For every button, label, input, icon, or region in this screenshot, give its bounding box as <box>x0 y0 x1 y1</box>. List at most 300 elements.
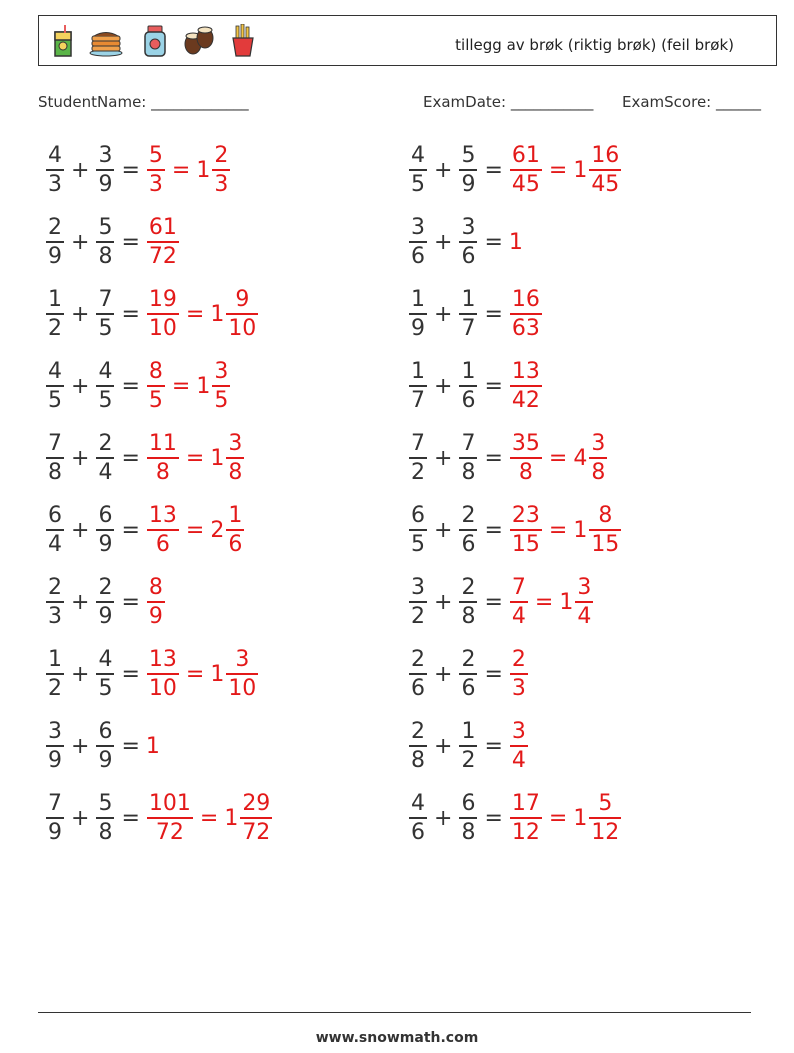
denominator: 6 <box>228 531 243 557</box>
numerator: 6 <box>98 719 113 745</box>
addend-fraction <box>46 502 64 558</box>
answer-whole: 1 <box>145 733 160 759</box>
denominator: 2 <box>48 675 62 701</box>
addend-fraction <box>409 214 427 270</box>
denominator: 42 <box>511 387 540 413</box>
equals-sign: = <box>185 661 205 687</box>
denominator: 8 <box>461 603 476 629</box>
numerator: 2 <box>461 575 476 601</box>
denominator: 6 <box>461 675 476 701</box>
answer-fraction <box>147 286 179 342</box>
denominator: 9 <box>461 171 476 197</box>
denominator: 45 <box>591 171 620 197</box>
denominator: 3 <box>148 171 163 197</box>
answer-fraction <box>147 430 179 486</box>
denominator: 8 <box>461 459 476 485</box>
plus-sign: + <box>434 229 453 255</box>
addend-fraction <box>96 790 114 846</box>
numerator: 6 <box>461 791 476 817</box>
footer-url: www.snowmath.com <box>315 1030 479 1046</box>
mixed-whole: 1 <box>196 157 211 183</box>
equals-sign: = <box>199 805 219 831</box>
numerator: 7 <box>411 431 425 457</box>
mixed-fraction <box>589 502 621 558</box>
numerator: 7 <box>48 791 62 817</box>
answer-whole: 1 <box>508 229 523 255</box>
addend-fraction <box>459 142 477 198</box>
numerator: 11 <box>148 431 177 457</box>
numerator: 7 <box>461 431 476 457</box>
mixed-whole: 1 <box>210 661 225 687</box>
answer-fraction <box>147 358 165 414</box>
addend-fraction <box>459 286 477 342</box>
denominator: 12 <box>511 819 540 845</box>
numerator: 3 <box>577 575 592 601</box>
denominator: 5 <box>98 387 113 413</box>
equals-sign: = <box>548 517 568 543</box>
addend-fraction <box>459 214 477 270</box>
addend-fraction <box>409 358 427 414</box>
addend-fraction <box>96 358 114 414</box>
numerator: 9 <box>235 287 250 313</box>
numerator: 19 <box>148 287 177 313</box>
denominator: 9 <box>148 603 163 629</box>
denominator: 9 <box>98 747 113 773</box>
addend-fraction <box>96 214 114 270</box>
equals-sign: = <box>121 661 140 687</box>
numerator: 2 <box>511 647 526 673</box>
numerator: 16 <box>591 143 620 169</box>
denominator: 10 <box>228 315 257 341</box>
plus-sign: + <box>71 661 90 687</box>
denominator: 4 <box>577 603 592 629</box>
numerator: 2 <box>461 647 476 673</box>
denominator: 8 <box>591 459 606 485</box>
addend-fraction <box>96 142 114 198</box>
equals-sign: = <box>484 805 503 831</box>
problem-row <box>408 572 594 632</box>
equals-sign: = <box>484 661 503 687</box>
problem-row <box>45 500 245 560</box>
denominator: 6 <box>411 819 425 845</box>
plus-sign: + <box>71 517 90 543</box>
denominator: 8 <box>98 243 113 269</box>
denominator: 8 <box>228 459 243 485</box>
denominator: 72 <box>148 243 177 269</box>
addend-fraction <box>409 286 427 342</box>
addend-fraction <box>96 430 114 486</box>
problem-row <box>408 356 543 416</box>
denominator: 5 <box>148 387 163 413</box>
answer-fraction <box>147 142 165 198</box>
numerator: 7 <box>98 287 113 313</box>
equals-sign: = <box>121 589 140 615</box>
equals-sign: = <box>121 733 140 759</box>
numerator: 4 <box>411 791 425 817</box>
numerator: 8 <box>148 575 163 601</box>
denominator: 5 <box>411 531 425 557</box>
problem-row <box>408 644 529 704</box>
denominator: 5 <box>48 387 62 413</box>
answer-fraction <box>510 790 542 846</box>
addend-fraction <box>459 502 477 558</box>
problem-row <box>408 716 529 776</box>
addend-fraction <box>409 718 427 774</box>
exam-date-field: ExamDate: ___________ <box>423 93 594 111</box>
numerator: 4 <box>98 359 113 385</box>
denominator: 9 <box>48 819 62 845</box>
numerator: 7 <box>511 575 526 601</box>
addend-fraction <box>46 358 64 414</box>
equals-sign: = <box>121 805 140 831</box>
numerator: 1 <box>411 287 425 313</box>
denominator: 7 <box>461 315 476 341</box>
plus-sign: + <box>71 373 90 399</box>
answer-fraction <box>510 646 528 702</box>
equals-sign: = <box>534 589 554 615</box>
denominator: 3 <box>48 603 62 629</box>
denominator: 5 <box>214 387 229 413</box>
denominator: 4 <box>511 603 526 629</box>
plus-sign: + <box>71 733 90 759</box>
numerator: 5 <box>148 143 163 169</box>
denominator: 15 <box>511 531 540 557</box>
equals-sign: = <box>484 373 503 399</box>
numerator: 7 <box>48 431 62 457</box>
addend-fraction <box>96 286 114 342</box>
denominator: 10 <box>148 675 177 701</box>
equals-sign: = <box>121 301 140 327</box>
equals-sign: = <box>548 805 568 831</box>
addend-fraction <box>96 646 114 702</box>
equals-sign: = <box>171 373 191 399</box>
answer-fraction <box>147 214 179 270</box>
addend-fraction <box>96 574 114 630</box>
numerator: 2 <box>214 143 229 169</box>
numerator: 3 <box>48 719 62 745</box>
denominator: 3 <box>48 171 62 197</box>
denominator: 4 <box>511 747 526 773</box>
numerator: 4 <box>48 143 62 169</box>
denominator: 10 <box>148 315 177 341</box>
addend-fraction <box>46 142 64 198</box>
plus-sign: + <box>434 445 453 471</box>
denominator: 7 <box>411 387 425 413</box>
equals-sign: = <box>548 445 568 471</box>
problem-row <box>45 212 180 272</box>
addend-fraction <box>459 574 477 630</box>
plus-sign: + <box>434 301 453 327</box>
answer-fraction <box>510 142 542 198</box>
denominator: 15 <box>591 531 620 557</box>
plus-sign: + <box>71 229 90 255</box>
problem-row <box>408 212 523 272</box>
numerator: 2 <box>411 647 425 673</box>
denominator: 4 <box>48 531 62 557</box>
mixed-whole: 4 <box>573 445 588 471</box>
problem-row <box>45 788 273 848</box>
equals-sign: = <box>185 301 205 327</box>
french-fries-icon <box>229 24 257 58</box>
equals-sign: = <box>121 445 140 471</box>
equals-sign: = <box>484 517 503 543</box>
plus-sign: + <box>434 733 453 759</box>
mixed-whole: 1 <box>559 589 574 615</box>
numerator: 2 <box>411 719 425 745</box>
denominator: 8 <box>411 747 425 773</box>
addend-fraction <box>96 718 114 774</box>
numerator: 3 <box>411 215 425 241</box>
addend-fraction <box>46 646 64 702</box>
problem-row <box>45 572 166 632</box>
pancakes-icon <box>89 24 123 58</box>
addend-fraction <box>96 502 114 558</box>
equals-sign: = <box>185 445 205 471</box>
equals-sign: = <box>484 229 503 255</box>
jam-jar-icon <box>141 24 169 58</box>
denominator: 9 <box>411 315 425 341</box>
answer-fraction <box>510 718 528 774</box>
mixed-whole: 1 <box>210 301 225 327</box>
denominator: 8 <box>461 819 476 845</box>
denominator: 2 <box>461 747 476 773</box>
mixed-fraction <box>226 502 244 558</box>
addend-fraction <box>46 790 64 846</box>
numerator: 3 <box>411 575 425 601</box>
denominator: 9 <box>98 171 113 197</box>
addend-fraction <box>459 358 477 414</box>
addend-fraction <box>46 718 64 774</box>
mixed-fraction <box>226 430 244 486</box>
numerator: 1 <box>461 719 476 745</box>
addend-fraction <box>409 502 427 558</box>
numerator: 4 <box>411 143 425 169</box>
equals-sign: = <box>484 589 503 615</box>
numerator: 3 <box>214 359 229 385</box>
numerator: 61 <box>511 143 540 169</box>
plus-sign: + <box>434 589 453 615</box>
equals-sign: = <box>484 157 503 183</box>
numerator: 3 <box>461 215 476 241</box>
denominator: 10 <box>228 675 257 701</box>
plus-sign: + <box>71 445 90 471</box>
mixed-whole: 1 <box>573 805 588 831</box>
addend-fraction <box>46 214 64 270</box>
numerator: 13 <box>511 359 540 385</box>
mixed-whole: 1 <box>210 445 225 471</box>
juice-box-icon <box>49 24 77 58</box>
mixed-fraction <box>212 358 230 414</box>
denominator: 9 <box>48 243 62 269</box>
problem-row <box>45 644 259 704</box>
mixed-whole: 1 <box>196 373 211 399</box>
answer-fraction <box>510 358 542 414</box>
mixed-whole: 1 <box>573 517 588 543</box>
plus-sign: + <box>71 301 90 327</box>
numerator: 1 <box>48 287 62 313</box>
numerator: 1 <box>228 503 243 529</box>
addend-fraction <box>409 790 427 846</box>
denominator: 6 <box>461 387 476 413</box>
mixed-fraction <box>589 430 607 486</box>
addend-fraction <box>459 430 477 486</box>
mixed-fraction <box>226 646 258 702</box>
problem-row <box>408 788 622 848</box>
denominator: 63 <box>511 315 540 341</box>
equals-sign: = <box>548 157 568 183</box>
numerator: 2 <box>48 575 62 601</box>
answer-fraction <box>147 502 179 558</box>
numerator: 2 <box>48 215 62 241</box>
numerator: 4 <box>48 359 62 385</box>
denominator: 9 <box>48 747 62 773</box>
problem-row <box>408 428 608 488</box>
equals-sign: = <box>484 301 503 327</box>
plus-sign: + <box>434 661 453 687</box>
problem-row <box>45 356 231 416</box>
answer-fraction <box>147 790 193 846</box>
numerator: 5 <box>598 791 613 817</box>
answer-fraction <box>147 574 165 630</box>
denominator: 45 <box>511 171 540 197</box>
worksheet-title: tillegg av brøk (riktig brøk) (feil brøk) <box>455 36 734 54</box>
plus-sign: + <box>71 157 90 183</box>
mixed-whole: 1 <box>573 157 588 183</box>
numerator: 3 <box>511 719 526 745</box>
problem-row <box>408 140 622 200</box>
numerator: 2 <box>98 575 113 601</box>
addend-fraction <box>409 646 427 702</box>
problem-row <box>45 284 259 344</box>
equals-sign: = <box>484 733 503 759</box>
denominator: 6 <box>155 531 170 557</box>
denominator: 4 <box>98 459 113 485</box>
header-box <box>38 15 777 66</box>
mixed-fraction <box>240 790 272 846</box>
denominator: 3 <box>511 675 526 701</box>
mixed-fraction <box>226 286 258 342</box>
numerator: 8 <box>148 359 163 385</box>
denominator: 8 <box>518 459 533 485</box>
numerator: 1 <box>461 359 476 385</box>
mixed-fraction <box>212 142 230 198</box>
numerator: 8 <box>598 503 613 529</box>
answer-fraction <box>147 646 179 702</box>
sushi-rolls-icon <box>183 24 215 58</box>
addend-fraction <box>409 142 427 198</box>
numerator: 101 <box>148 791 191 817</box>
equals-sign: = <box>484 445 503 471</box>
numerator: 16 <box>511 287 540 313</box>
mixed-fraction <box>589 142 621 198</box>
answer-fraction <box>510 574 528 630</box>
addend-fraction <box>46 430 64 486</box>
addend-fraction <box>459 718 477 774</box>
numerator: 1 <box>461 287 476 313</box>
equals-sign: = <box>171 157 191 183</box>
denominator: 9 <box>98 603 113 629</box>
equals-sign: = <box>121 373 140 399</box>
denominator: 8 <box>48 459 62 485</box>
problem-row <box>45 716 160 776</box>
denominator: 12 <box>591 819 620 845</box>
addend-fraction <box>459 646 477 702</box>
denominator: 3 <box>214 171 229 197</box>
denominator: 2 <box>411 603 425 629</box>
numerator: 1 <box>411 359 425 385</box>
plus-sign: + <box>71 589 90 615</box>
problem-row <box>408 284 543 344</box>
numerator: 2 <box>98 431 113 457</box>
numerator: 5 <box>461 143 476 169</box>
plus-sign: + <box>434 373 453 399</box>
exam-score-field: ExamScore: ______ <box>622 93 761 111</box>
numerator: 17 <box>511 791 540 817</box>
denominator: 5 <box>98 315 113 341</box>
numerator: 5 <box>98 791 113 817</box>
mixed-fraction <box>589 790 621 846</box>
plus-sign: + <box>434 805 453 831</box>
numerator: 6 <box>48 503 62 529</box>
numerator: 1 <box>48 647 62 673</box>
denominator: 6 <box>411 675 425 701</box>
mixed-whole: 2 <box>210 517 225 543</box>
mixed-whole: 1 <box>224 805 239 831</box>
numerator: 13 <box>148 503 177 529</box>
equals-sign: = <box>121 229 140 255</box>
equals-sign: = <box>185 517 205 543</box>
denominator: 2 <box>411 459 425 485</box>
equals-sign: = <box>121 517 140 543</box>
denominator: 8 <box>155 459 170 485</box>
numerator: 3 <box>235 647 250 673</box>
numerator: 3 <box>228 431 243 457</box>
problem-row <box>45 428 245 488</box>
numerator: 2 <box>461 503 476 529</box>
addend-fraction <box>46 574 64 630</box>
denominator: 72 <box>155 819 184 845</box>
addend-fraction <box>46 286 64 342</box>
denominator: 6 <box>461 531 476 557</box>
numerator: 35 <box>511 431 540 457</box>
answer-fraction <box>510 286 542 342</box>
answer-fraction <box>510 502 542 558</box>
numerator: 4 <box>98 647 113 673</box>
numerator: 3 <box>591 431 606 457</box>
addend-fraction <box>409 430 427 486</box>
numerator: 13 <box>148 647 177 673</box>
numerator: 5 <box>98 215 113 241</box>
numerator: 29 <box>242 791 271 817</box>
footer-divider <box>38 1012 751 1013</box>
denominator: 6 <box>411 243 425 269</box>
denominator: 5 <box>411 171 425 197</box>
denominator: 9 <box>98 531 113 557</box>
plus-sign: + <box>71 805 90 831</box>
numerator: 6 <box>411 503 425 529</box>
denominator: 2 <box>48 315 62 341</box>
addend-fraction <box>409 574 427 630</box>
answer-fraction <box>510 430 542 486</box>
denominator: 5 <box>98 675 113 701</box>
numerator: 6 <box>98 503 113 529</box>
student-name-field: StudentName: _____________ <box>38 93 249 111</box>
denominator: 6 <box>461 243 476 269</box>
numerator: 61 <box>148 215 177 241</box>
equals-sign: = <box>121 157 140 183</box>
plus-sign: + <box>434 157 453 183</box>
numerator: 3 <box>98 143 113 169</box>
